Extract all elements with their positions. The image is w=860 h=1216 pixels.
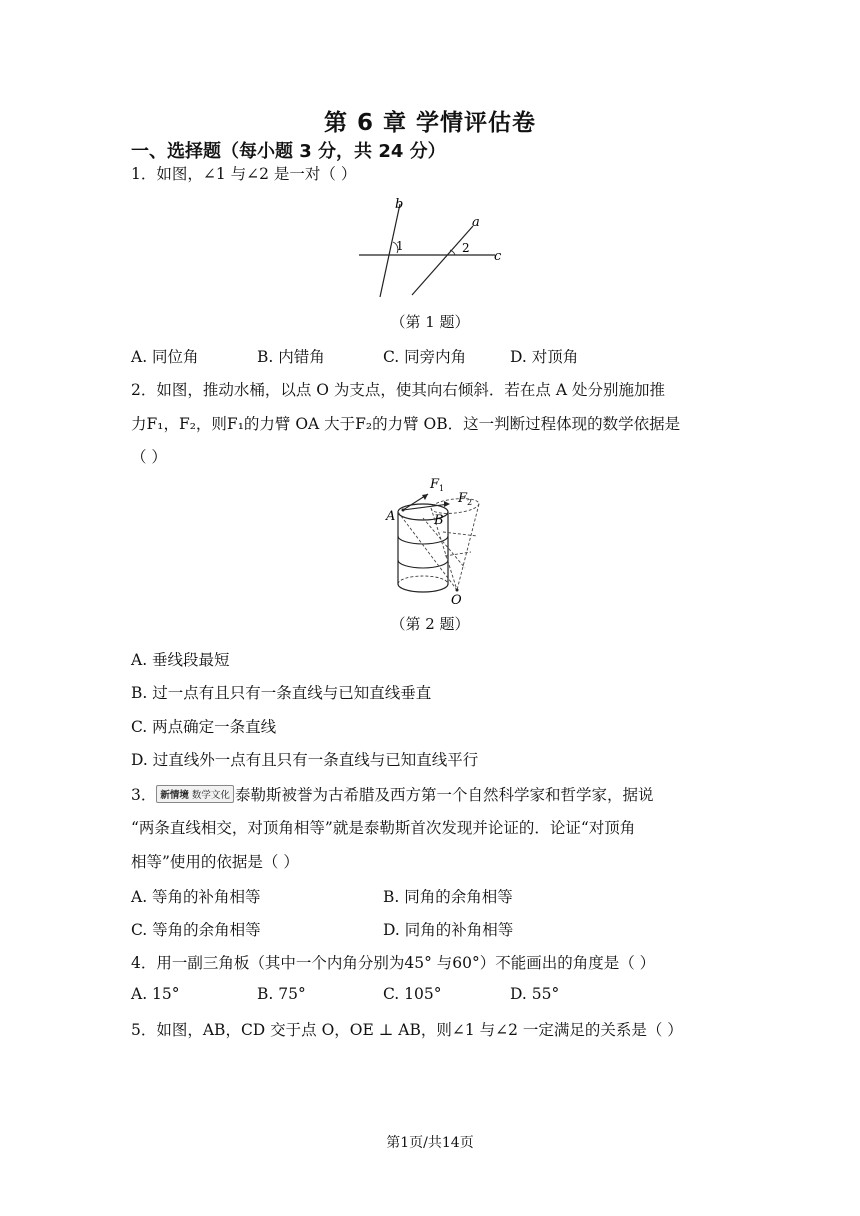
question-2-line-3: （ ） [131, 448, 167, 466]
angle-2-arc [450, 250, 455, 255]
question-1-stem: 1．如图，∠1 与∠2 是一对（ ） [131, 165, 357, 183]
page-number: 第1页/共14页 [386, 1135, 474, 1151]
q1-option-c: C. 同旁内角 [383, 348, 467, 366]
question-2-line-2: 力F₁，F₂，则F₁的力臂 OA 大于F₂的力臂 OB．这一判断过程体现的数学依据是 [131, 415, 681, 433]
q2-option-b: B. 过一点有且只有一条直线与已知直线垂直 [131, 684, 432, 702]
q4-option-a: A. 15° [131, 985, 180, 1003]
q1-option-b: B. 内错角 [257, 348, 325, 366]
q3-option-c: C. 等角的余角相等 [131, 921, 261, 939]
question-2-line-1: 2．如图，推动水桶，以点 O 为支点，使其向右倾斜．若在点 A 处分别施加推 [131, 381, 665, 399]
question-3-text-1: 泰勒斯被誉为古希腊及西方第一个自然科学家和哲学家，据说 [234, 786, 654, 804]
q4-option-d: D. 55° [510, 985, 560, 1003]
label-a: a [472, 215, 480, 230]
label-a-point: A [386, 509, 396, 524]
tag-new-context: 新情境 [160, 790, 189, 801]
label-f2: F [458, 491, 468, 506]
q1-option-a: A. 同位角 [131, 348, 199, 366]
label-f2-sub: 2 [467, 498, 473, 507]
question-4-stem: 4．用一副三角板（其中一个内角分别为45° 与60°）不能画出的角度是（ ） [131, 954, 656, 972]
question-3-line-2: “两条直线相交，对顶角相等”就是泰勒斯首次发现并论证的．论证“对顶角 [131, 819, 636, 837]
question-3-number: 3． [131, 786, 157, 804]
question-3-line-1 [131, 783, 653, 805]
label-b: b [395, 197, 404, 212]
q3-option-d: D. 同角的补角相等 [383, 921, 514, 939]
label-b-point: B [434, 513, 444, 528]
question-1-caption: （第 1 题） [390, 313, 470, 331]
page-title: 第 6 章 学情评估卷 [323, 110, 537, 136]
question-3-line-3: 相等”使用的依据是（ ） [131, 853, 299, 871]
label-f1: F [430, 477, 440, 492]
question-2-caption: （第 2 题） [390, 615, 470, 633]
question-5-stem: 5．如图，AB，CD 交于点 O，OE ⊥ AB，则∠1 与∠2 一定满足的关系是（ ） [131, 1021, 683, 1039]
q2-option-d: D. 过直线外一点有且只有一条直线与已知直线平行 [131, 751, 479, 769]
new-context-tag [156, 785, 234, 803]
question-2-figure [383, 472, 489, 606]
tag-math-culture: 数学文化 [191, 790, 230, 801]
label-2: 2 [462, 241, 470, 255]
q1-option-d: D. 对顶角 [510, 348, 579, 366]
label-1: 1 [396, 239, 404, 253]
line-a [412, 226, 473, 295]
label-o-point: O [451, 593, 462, 608]
q4-option-c: C. 105° [383, 985, 442, 1003]
q4-option-b: B. 75° [257, 985, 306, 1003]
q2-option-a: A. 垂线段最短 [131, 651, 230, 669]
section-heading: 一、选择题（每小题 3 分，共 24 分） [131, 141, 446, 162]
q2-option-c: C. 两点确定一条直线 [131, 718, 277, 736]
q3-option-a: A. 等角的补角相等 [131, 888, 261, 906]
label-f1-sub: 1 [439, 484, 445, 493]
question-1-figure [355, 192, 515, 304]
label-c: c [494, 249, 502, 264]
q3-option-b: B. 同角的余角相等 [383, 888, 513, 906]
